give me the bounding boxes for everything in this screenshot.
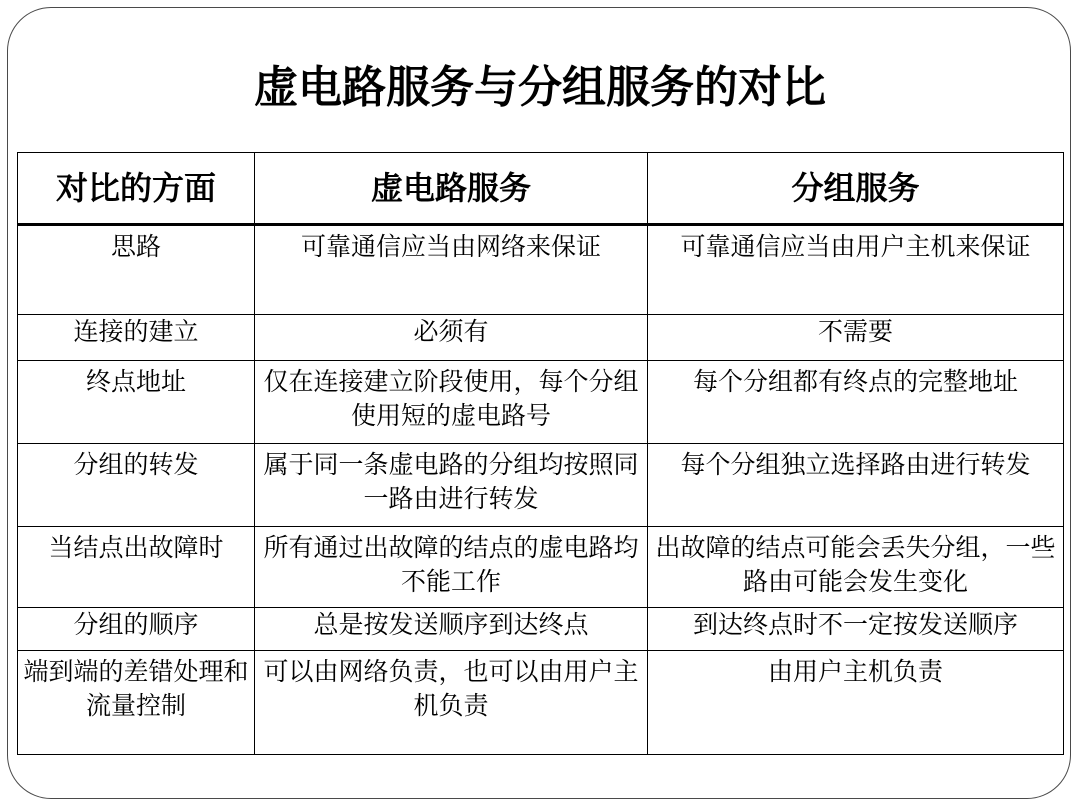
row-datagram: 每个分组都有终点的完整地址: [648, 361, 1064, 444]
row-aspect: 分组的转发: [18, 444, 255, 527]
row-aspect: 当结点出故障时: [18, 527, 255, 608]
row-datagram: 每个分组独立选择路由进行转发: [648, 444, 1064, 527]
table-header-row: [18, 153, 1064, 225]
row-virtual-circuit: 可靠通信应当由网络来保证: [255, 225, 648, 315]
table-row: [18, 527, 1064, 608]
row-virtual-circuit: 属于同一条虚电路的分组均按照同一路由进行转发: [255, 444, 648, 527]
row-datagram: 由用户主机负责: [648, 651, 1064, 755]
row-datagram: 到达终点时不一定按发送顺序: [648, 608, 1064, 651]
table-row: [18, 315, 1064, 361]
row-virtual-circuit: 总是按发送顺序到达终点: [255, 608, 648, 651]
row-aspect: 分组的顺序: [18, 608, 255, 651]
table-row: [18, 651, 1064, 755]
table-row: [18, 361, 1064, 444]
header-aspect: 对比的方面: [18, 153, 255, 225]
row-datagram: 出故障的结点可能会丢失分组，一些路由可能会发生变化: [648, 527, 1064, 608]
row-virtual-circuit: 可以由网络负责，也可以由用户主机负责: [255, 651, 648, 755]
row-aspect: 思路: [18, 225, 255, 315]
row-virtual-circuit: 仅在连接建立阶段使用，每个分组使用短的虚电路号: [255, 361, 648, 444]
table-row: [18, 608, 1064, 651]
row-virtual-circuit: 所有通过出故障的结点的虚电路均不能工作: [255, 527, 648, 608]
header-datagram: 分组服务: [648, 153, 1064, 225]
table-row: [18, 225, 1064, 315]
row-aspect: 端到端的差错处理和流量控制: [18, 651, 255, 755]
row-datagram: 不需要: [648, 315, 1064, 361]
table-row: [18, 444, 1064, 527]
row-virtual-circuit: 必须有: [255, 315, 648, 361]
comparison-table: [17, 152, 1064, 755]
row-aspect: 终点地址: [18, 361, 255, 444]
slide-title: 虚电路服务与分组服务的对比: [254, 62, 826, 113]
row-aspect: 连接的建立: [18, 315, 255, 361]
row-datagram: 可靠通信应当由用户主机来保证: [648, 225, 1064, 315]
header-virtual-circuit: 虚电路服务: [255, 153, 648, 225]
